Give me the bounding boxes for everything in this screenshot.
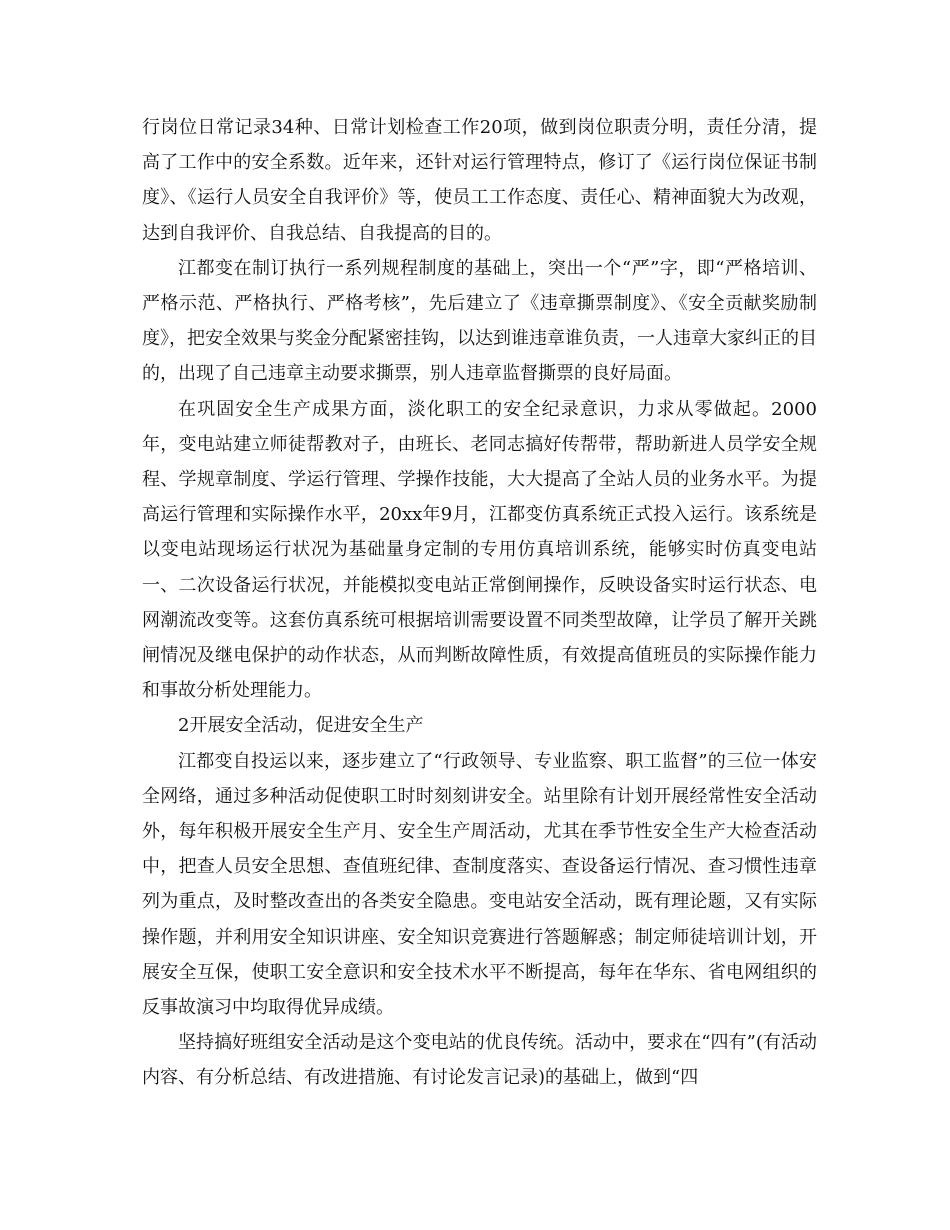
paragraph-strict-rules: 江都变在制订执行一系列规程制度的基础上，突出一个“严”字，即“严格培训、严格示范、严格执行、严格考核”，先后建立了《违章撕票制度》、《安全贡献奖励制度》，把安全效果与奖金分配紧密挂钩，以达到谁违章谁负责，一人违章大家纠正的目的，出现了自己违章主动要求撕票，别人违章监督撕票的良好局面。 [142,257,817,385]
paragraph-training-simulation: 在巩固安全生产成果方面，淡化职工的安全纪录意识，力求从零做起。2000年，变电站建立师徒帮教对子，由班长、老同志搞好传帮带，帮助新进人员学安全规程、学规章制度、学运行管理、学操作技能，大大提高了全站人员的业务水平。为提高运行管理和实际操作水平，20xx年9月，江都变仿真系统正式投入运行。该系统是以变电站现场运行状况为基础量身定制的专用仿真培训系统，能够实时仿真变电站一、二次设备运行状况，并能模拟变电站正常倒闸操作，反映设备实时运行状态、电网潮流改变等。这套仿真系统可根据培训需要设置不同类型故障，让学员了解开关跳闸情况及继电保护的动作状态，从而判断故障性质，有效提高值班员的实际操作能力和事故分析处理能力。 [142,398,817,702]
paragraph-team-activities: 坚持搞好班组安全活动是这个变电站的优良传统。活动中，要求在“四有”(有活动内容、有分析总结、有改进措施、有讨论发言记录)的基础上，做到“四 [142,1032,817,1089]
paragraph-continued: 行岗位日常记录34种、日常计划检查工作20项，做到岗位职责分明，责任分清，提高了工作中的安全系数。近年来，还针对运行管理特点，修订了《运行岗位保证书制度》、《运行人员安全自我评价》等，使员工工作态度、责任心、精神面貌大为改观，达到自我评价、自我总结、自我提高的目的。 [142,117,817,244]
section-heading: 2开展安全活动，促进安全生产 [178,715,424,737]
paragraph-safety-network: 江都变自投运以来，逐步建立了“行政领导、专业监察、职工监督”的三位一体安全网络，通过多种活动促使职工时时刻刻讲安全。站里除有计划开展经常性安全活动外，每年积极开展安全生产月、安全生产周活动，尤其在季节性安全生产大检查活动中，把查人员安全思想、查值班纪律、查制度落实、查设备运行情况、查习惯性违章列为重点，及时整改查出的各类安全隐患。变电站安全活动，既有理论题，又有实际操作题，并利用安全知识讲座、安全知识竞赛进行答题解惑；制定师徒培训计划，开展安全互保，使职工安全意识和安全技术水平不断提高，每年在华东、省电网组织的反事故演习中均取得优异成绩。 [142,750,817,1019]
document-page [142,110,817,1096]
